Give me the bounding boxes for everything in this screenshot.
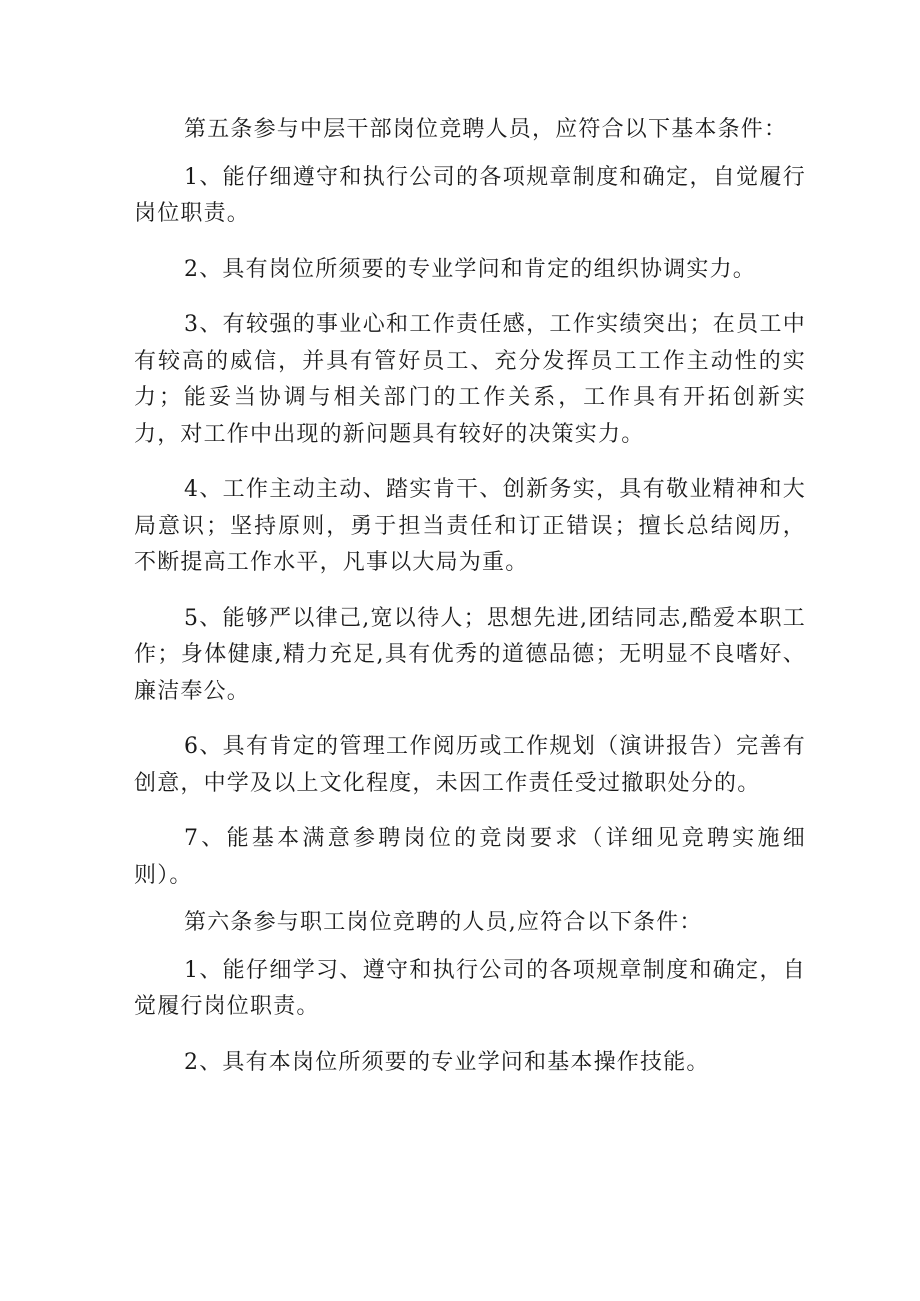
article-5-heading: 第五条参与中层干部岗位竞聘人员，应符合以下基本条件： [184, 117, 788, 142]
article-5-item-3: 3、有较强的事业心和工作责任感，工作实绩突出；在员工中有较高的威信，并具有管好员工、充分发挥员工工作主动性的实力；能妥当协调与相关部门的工作关系，工作具有开拓创新实力，对工作中出现的新问题具有较好的决策实力。 [134, 312, 806, 447]
article-5-item-5: 5、能够严以律己,宽以待人；思想先进,团结同志,酷爱本职工作；身体健康,精力充足,具有优秀的道德品德；无明显不良嗜好、廉洁奉公。 [134, 605, 806, 704]
article-6-item-2: 2、具有本岗位所须要的专业学问和基本操作技能。 [184, 1049, 710, 1075]
document-page [134, 112, 806, 1081]
article-5-item-4: 4、工作主动主动、踏实肯干、创新务实，具有敬业精神和大局意识；坚持原则，勇于担当责任和订正错误；擅长总结阅历，不断提高工作水平，凡事以大局为重。 [134, 477, 806, 575]
article-5-item-7: 7、能基本满意参聘岗位的竞岗要求（详细见竞聘实施细则）。 [134, 826, 806, 888]
article-5-item-6: 6、具有肯定的管理工作阅历或工作规划（演讲报告）完善有创意，中学及以上文化程度，未因工作责任受过撤职处分的。 [134, 734, 806, 796]
article-5-item-1: 1、能仔细遵守和执行公司的各项规章制度和确定，自觉履行岗位职责。 [134, 164, 806, 226]
article-6-item-1: 1、能仔细学习、遵守和执行公司的各项规章制度和确定，自觉履行岗位职责。 [134, 957, 806, 1019]
article-5-item-2: 2、具有岗位所须要的专业学问和肯定的组织协调实力。 [184, 256, 756, 282]
article-6-heading: 第六条参与职工岗位竞聘的人员,应符合以下条件： [184, 910, 703, 935]
